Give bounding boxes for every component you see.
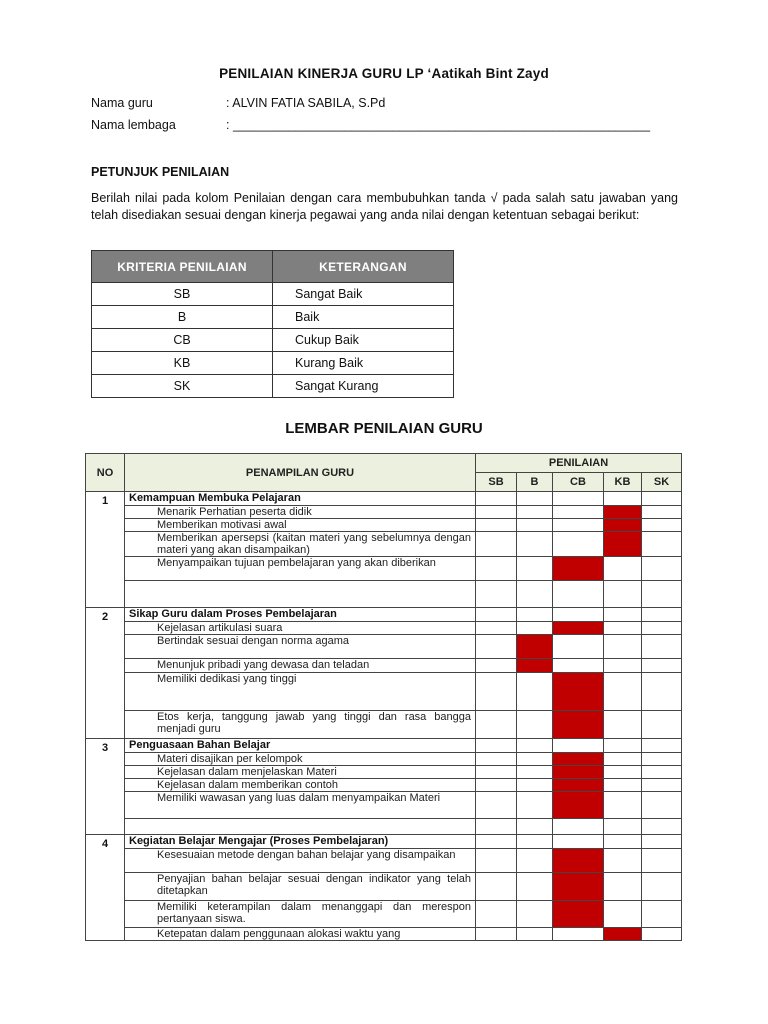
rating-cell-sk — [642, 635, 682, 659]
institution-value: : ____________________________________________________________ — [226, 118, 651, 132]
performance-item: Bertindak sesuai dengan norma agama — [125, 635, 476, 659]
rating-mark-cb — [553, 779, 604, 792]
rating-cell-kb — [604, 792, 642, 819]
rating-header-kb: KB — [604, 473, 642, 492]
document-title: PENILAIAN KINERJA GURU LP ‘Aatikah Bint Zayd — [219, 66, 549, 81]
rating-cell-sk — [642, 792, 682, 819]
performance-item: Memiliki dedikasi yang tinggi — [125, 673, 476, 711]
performance-item: Penyajian bahan belajar sesuai dengan indikator yang telah ditetapkan — [125, 873, 476, 901]
rating-cell-b — [517, 711, 553, 739]
evaluation-row — [86, 928, 682, 941]
rating-cell-cb — [553, 928, 604, 941]
criteria-description: Sangat Kurang — [273, 375, 454, 398]
rating-cell-sb — [476, 766, 517, 779]
rating-cell-sk — [642, 622, 682, 635]
performance-item: Kejelasan dalam menjelaskan Materi — [125, 766, 476, 779]
criteria-row — [92, 283, 454, 306]
rating-cell-kb — [604, 622, 642, 635]
performance-item: Kejelasan dalam memberikan contoh — [125, 779, 476, 792]
rating-cell-sb — [476, 622, 517, 635]
evaluation-row — [86, 711, 682, 739]
performance-item: Memberikan apersepsi (kaitan materi yang sebelumnya dengan materi yang akan disampaikan) — [125, 532, 476, 557]
rating-cell-b — [517, 557, 553, 581]
rating-cell-sk — [642, 581, 682, 608]
evaluation-row — [86, 506, 682, 519]
section-title: Penguasaan Bahan Belajar — [125, 739, 476, 753]
rating-cell-b — [517, 928, 553, 941]
rating-cell-b — [517, 849, 553, 873]
evaluation-row — [86, 753, 682, 766]
rating-cell-sk — [642, 739, 682, 753]
rating-cell-sk — [642, 819, 682, 835]
section-number: 3 — [86, 739, 125, 835]
evaluation-row — [86, 873, 682, 901]
performance-item: Menarik Perhatian peserta didik — [125, 506, 476, 519]
rating-cell-sk — [642, 711, 682, 739]
rating-cell-kb — [604, 779, 642, 792]
section-title: Kemampuan Membuka Pelajaran — [125, 492, 476, 506]
criteria-description: Sangat Baik — [273, 283, 454, 306]
criteria-row — [92, 306, 454, 329]
evaluation-row — [86, 635, 682, 659]
rating-mark-b — [517, 635, 553, 659]
evaluation-row — [86, 659, 682, 673]
rating-mark-cb — [553, 849, 604, 873]
criteria-header: KRITERIA PENILAIAN — [92, 251, 273, 283]
evaluation-row — [86, 519, 682, 532]
rating-cell-kb — [604, 673, 642, 711]
institution-label: Nama lembaga — [91, 118, 176, 132]
rating-mark-kb — [604, 532, 642, 557]
rating-cell-b — [517, 519, 553, 532]
rating-cell-sk — [642, 608, 682, 622]
rating-cell-sb — [476, 557, 517, 581]
rating-cell-sb — [476, 928, 517, 941]
rating-header-cb: CB — [553, 473, 604, 492]
teacher-name-label: Nama guru — [91, 96, 153, 110]
description-header: KETERANGAN — [273, 251, 454, 283]
section-title-row — [86, 608, 682, 622]
rating-cell-cb — [553, 506, 604, 519]
rating-cell-cb — [553, 532, 604, 557]
criteria-table — [91, 250, 454, 398]
rating-cell-b — [517, 753, 553, 766]
performance-header: PENAMPILAN GURU — [125, 454, 476, 492]
rating-cell-b — [517, 492, 553, 506]
instructions-text: Berilah nilai pada kolom Penilaian dengan cara membubuhkan tanda √ pada salah satu jawaban yang telah disediakan sesuai dengan kinerja pegawai yang anda nilai dengan ketentuan sebagai berikut: — [91, 191, 678, 222]
rating-mark-cb — [553, 711, 604, 739]
section-title: Kegiatan Belajar Mengajar (Proses Pembelajaran) — [125, 835, 476, 849]
rating-header-b: B — [517, 473, 553, 492]
evaluation-row — [86, 532, 682, 557]
rating-cell-kb — [604, 819, 642, 835]
evaluation-row — [86, 779, 682, 792]
rating-cell-b — [517, 873, 553, 901]
performance-item: Memiliki wawasan yang luas dalam menyampaikan Materi — [125, 792, 476, 819]
performance-item: Kesesuaian metode dengan bahan belajar yang disampaikan — [125, 849, 476, 873]
rating-cell-cb — [553, 739, 604, 753]
rating-mark-cb — [553, 792, 604, 819]
rating-cell-sb — [476, 901, 517, 928]
rating-cell-sb — [476, 873, 517, 901]
rating-cell-b — [517, 792, 553, 819]
blank-cell — [125, 819, 476, 835]
criteria-code: SB — [92, 283, 273, 306]
rating-cell-sb — [476, 849, 517, 873]
evaluation-row — [86, 622, 682, 635]
rating-cell-b — [517, 739, 553, 753]
rating-cell-kb — [604, 608, 642, 622]
performance-item: Memiliki keterampilan dalam menanggapi dan merespon pertanyaan siswa. — [125, 901, 476, 928]
evaluation-row — [86, 901, 682, 928]
rating-cell-kb — [604, 753, 642, 766]
rating-mark-cb — [553, 753, 604, 766]
rating-cell-sk — [642, 492, 682, 506]
rating-cell-b — [517, 673, 553, 711]
rating-cell-sb — [476, 519, 517, 532]
section-title: Sikap Guru dalam Proses Pembelajaran — [125, 608, 476, 622]
rating-cell-sb — [476, 711, 517, 739]
rating-cell-kb — [604, 766, 642, 779]
blank-row — [86, 819, 682, 835]
evaluation-row — [86, 792, 682, 819]
performance-item: Memberikan motivasi awal — [125, 519, 476, 532]
rating-cell-b — [517, 779, 553, 792]
rating-cell-b — [517, 506, 553, 519]
rating-cell-cb — [553, 635, 604, 659]
rating-cell-kb — [604, 581, 642, 608]
rating-cell-sk — [642, 557, 682, 581]
rating-cell-cb — [553, 519, 604, 532]
section-number: 4 — [86, 835, 125, 941]
criteria-code: SK — [92, 375, 273, 398]
performance-item: Kejelasan artikulasi suara — [125, 622, 476, 635]
rating-mark-kb — [604, 506, 642, 519]
performance-item: Etos kerja, tanggung jawab yang tinggi dan rasa bangga menjadi guru — [125, 711, 476, 739]
rating-cell-kb — [604, 835, 642, 849]
criteria-code: KB — [92, 352, 273, 375]
section-title-row — [86, 835, 682, 849]
blank-row — [86, 581, 682, 608]
evaluation-row — [86, 557, 682, 581]
rating-mark-cb — [553, 766, 604, 779]
criteria-row — [92, 375, 454, 398]
teacher-name-value: : ALVIN FATIA SABILA, S.Pd — [226, 96, 386, 110]
rating-mark-cb — [553, 557, 604, 581]
rating-cell-cb — [553, 608, 604, 622]
instructions-heading: PETUNJUK PENILAIAN — [91, 165, 230, 179]
rating-cell-cb — [553, 581, 604, 608]
rating-group-header: PENILAIAN — [476, 454, 682, 473]
rating-cell-cb — [553, 659, 604, 673]
rating-cell-sk — [642, 766, 682, 779]
rating-cell-sb — [476, 779, 517, 792]
rating-header-sk: SK — [642, 473, 682, 492]
rating-cell-sb — [476, 608, 517, 622]
criteria-description: Baik — [273, 306, 454, 329]
rating-cell-sk — [642, 873, 682, 901]
rating-cell-b — [517, 608, 553, 622]
evaluation-table — [85, 453, 682, 941]
criteria-row — [92, 352, 454, 375]
rating-cell-b — [517, 766, 553, 779]
rating-mark-cb — [553, 673, 604, 711]
criteria-code: CB — [92, 329, 273, 352]
performance-item: Materi disajikan per kelompok — [125, 753, 476, 766]
rating-header-sb: SB — [476, 473, 517, 492]
rating-cell-sb — [476, 835, 517, 849]
performance-item: Ketepatan dalam penggunaan alokasi waktu yang — [125, 928, 476, 941]
rating-cell-b — [517, 581, 553, 608]
criteria-description: Kurang Baik — [273, 352, 454, 375]
rating-cell-sb — [476, 792, 517, 819]
blank-cell — [125, 581, 476, 608]
rating-cell-sb — [476, 739, 517, 753]
criteria-row — [92, 329, 454, 352]
rating-cell-sb — [476, 673, 517, 711]
rating-cell-kb — [604, 711, 642, 739]
evaluation-row — [86, 849, 682, 873]
rating-cell-sk — [642, 779, 682, 792]
rating-cell-sb — [476, 506, 517, 519]
rating-cell-sb — [476, 581, 517, 608]
rating-cell-kb — [604, 492, 642, 506]
rating-mark-kb — [604, 519, 642, 532]
rating-cell-sb — [476, 635, 517, 659]
rating-cell-kb — [604, 739, 642, 753]
rating-cell-b — [517, 532, 553, 557]
rating-cell-b — [517, 901, 553, 928]
rating-cell-sb — [476, 659, 517, 673]
rating-mark-cb — [553, 901, 604, 928]
rating-cell-sk — [642, 659, 682, 673]
rating-cell-sk — [642, 673, 682, 711]
rating-cell-sk — [642, 506, 682, 519]
rating-cell-kb — [604, 635, 642, 659]
rating-cell-sk — [642, 928, 682, 941]
rating-mark-cb — [553, 873, 604, 901]
rating-cell-sb — [476, 753, 517, 766]
rating-cell-sk — [642, 849, 682, 873]
section-number: 1 — [86, 492, 125, 608]
evaluation-row — [86, 673, 682, 711]
rating-cell-b — [517, 835, 553, 849]
evaluation-row — [86, 766, 682, 779]
rating-cell-cb — [553, 819, 604, 835]
rating-mark-kb — [604, 928, 642, 941]
rating-mark-b — [517, 659, 553, 673]
criteria-code: B — [92, 306, 273, 329]
rating-cell-sk — [642, 753, 682, 766]
rating-cell-kb — [604, 901, 642, 928]
rating-cell-sb — [476, 819, 517, 835]
section-title-row — [86, 492, 682, 506]
rating-mark-cb — [553, 622, 604, 635]
section-number: 2 — [86, 608, 125, 739]
rating-cell-sk — [642, 532, 682, 557]
rating-cell-b — [517, 622, 553, 635]
rating-cell-kb — [604, 849, 642, 873]
rating-cell-b — [517, 819, 553, 835]
rating-cell-kb — [604, 873, 642, 901]
rating-cell-sb — [476, 492, 517, 506]
rating-cell-kb — [604, 557, 642, 581]
rating-cell-sk — [642, 901, 682, 928]
no-header: NO — [86, 454, 125, 492]
criteria-description: Cukup Baik — [273, 329, 454, 352]
section-title-row — [86, 739, 682, 753]
rating-cell-cb — [553, 835, 604, 849]
rating-cell-sk — [642, 835, 682, 849]
evaluation-sheet-title: LEMBAR PENILAIAN GURU — [285, 420, 483, 437]
performance-item: Menyampaikan tujuan pembelajaran yang akan diberikan — [125, 557, 476, 581]
rating-cell-cb — [553, 492, 604, 506]
performance-item: Menunjuk pribadi yang dewasa dan teladan — [125, 659, 476, 673]
rating-cell-sk — [642, 519, 682, 532]
rating-cell-sb — [476, 532, 517, 557]
rating-cell-kb — [604, 659, 642, 673]
